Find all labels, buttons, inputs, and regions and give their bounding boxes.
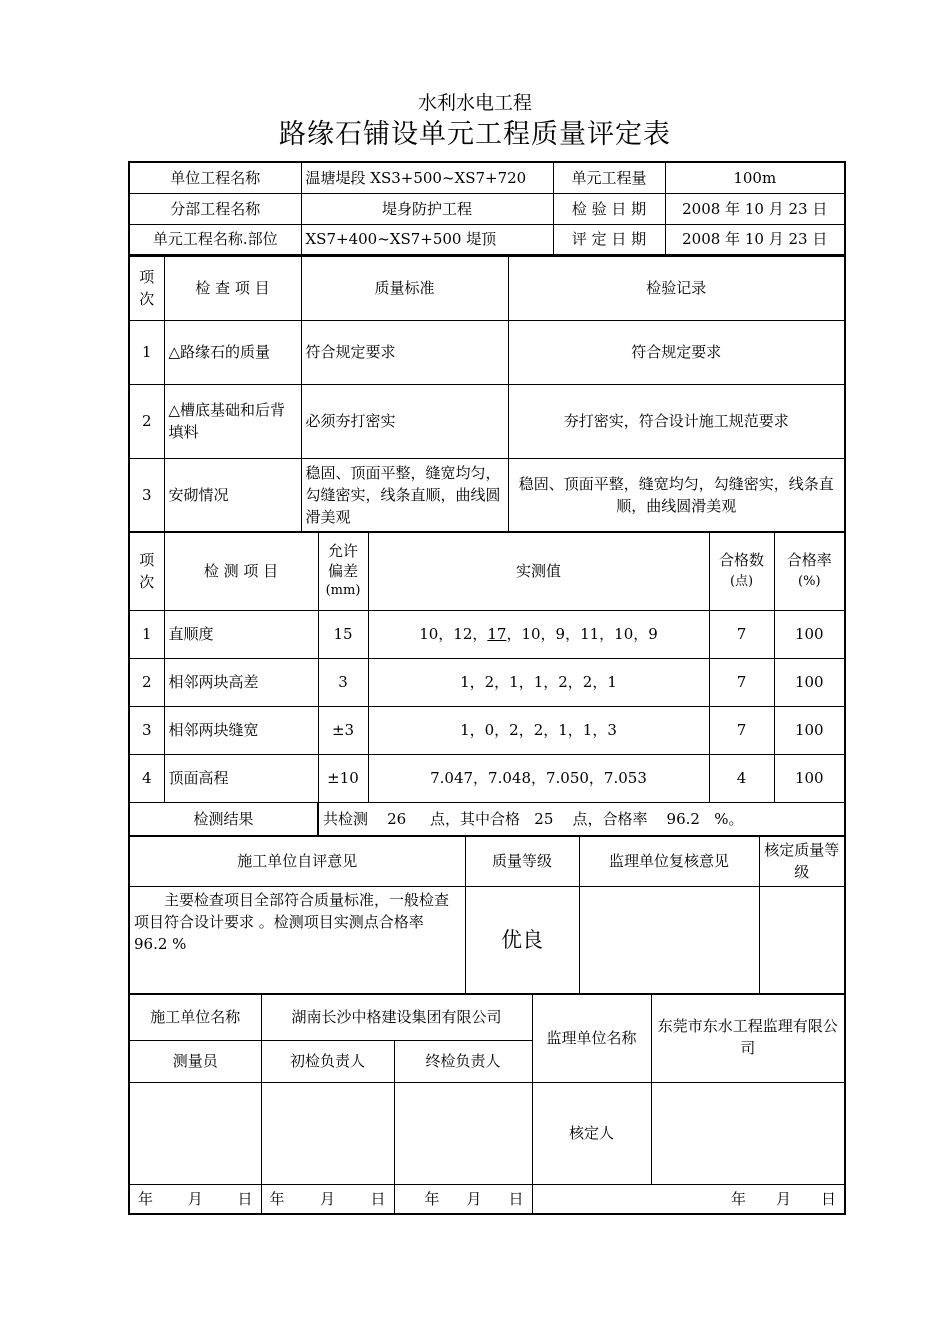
element-qty-label: 单元工程量 xyxy=(553,162,665,193)
check-row-record: 夯打密实，符合设计施工规范要求 xyxy=(508,384,845,458)
measure-header-tol-unit: (mm) xyxy=(325,583,361,599)
form-title: 路缘石铺设单元工程质量评定表 xyxy=(279,119,671,150)
approver-signature xyxy=(651,1082,845,1184)
result-label: 检测结果 xyxy=(129,802,318,836)
check-table xyxy=(128,255,846,533)
measure-row-count: 4 xyxy=(709,754,774,802)
measure-row-no: 4 xyxy=(129,754,164,802)
measure-header-pass-count: 合格数 xyxy=(719,551,765,570)
grade-value: 优良 xyxy=(465,886,579,994)
first-check-label: 初检负责人 xyxy=(261,1040,394,1082)
check-row-record: 符合规定要求 xyxy=(508,320,845,384)
final-check-date: 年 月 日 xyxy=(424,1189,524,1208)
first-check-date: 年 月 日 xyxy=(269,1189,386,1208)
measure-row-tol: 3 xyxy=(318,658,368,706)
measure-header-pass-rate-unit: (%) xyxy=(798,574,821,590)
check-header-standard: 质量标准 xyxy=(301,256,508,320)
self-eval-text: 主要检查项目全部符合质量标准，一般检查项目符合设计要求 。检测项目实测点合格率 96.2 % xyxy=(129,886,465,994)
measure-row-item: 直顺度 xyxy=(164,610,318,658)
check-header-no: 项次 xyxy=(129,256,164,320)
measure-row-count: 7 xyxy=(709,658,774,706)
surveyor-label: 测量员 xyxy=(129,1040,261,1082)
check-row-standard: 必须夯打密实 xyxy=(301,384,508,458)
org-title: 水利水电工程 xyxy=(417,92,532,114)
measure-row-values: 10，12，17，10，9，11，10，9 xyxy=(368,610,709,658)
measure-row-count: 7 xyxy=(709,706,774,754)
supervisor-value: 东莞市东水工程监理有限公司 xyxy=(651,994,845,1082)
measure-row-no: 3 xyxy=(129,706,164,754)
measure-row-rate: 100 xyxy=(774,658,845,706)
supervisor-label: 监理单位名称 xyxy=(532,994,651,1082)
measure-row-item: 相邻两块高差 xyxy=(164,658,318,706)
check-row-item: △路缘石的质量 xyxy=(164,320,301,384)
sub-project-value: 堤身防护工程 xyxy=(301,193,553,224)
check-header-record: 检验记录 xyxy=(508,256,845,320)
measure-row-no: 1 xyxy=(129,610,164,658)
measure-row-no: 2 xyxy=(129,658,164,706)
check-row-no: 2 xyxy=(129,384,164,458)
inspect-date-value: 2008 年 10 月 23 日 xyxy=(665,193,845,224)
check-row-standard: 稳固、顶面平整，缝宽均匀，勾缝密实，线条直顺，曲线圆滑美观 xyxy=(301,458,508,532)
measure-row-tol: 15 xyxy=(318,610,368,658)
measure-row-rate: 100 xyxy=(774,754,845,802)
measure-row-values: 1，2，1，1，2，2，1 xyxy=(368,658,709,706)
element-name-label: 单元工程名称.部位 xyxy=(129,224,301,255)
measure-table xyxy=(128,531,846,837)
final-check-signature xyxy=(394,1082,532,1184)
measure-row-values: 7.047，7.048，7.050，7.053 xyxy=(368,754,709,802)
info-table xyxy=(128,161,846,256)
measure-row-count: 7 xyxy=(709,610,774,658)
check-row-no: 1 xyxy=(129,320,164,384)
measure-row-tol: ±3 xyxy=(318,706,368,754)
measure-row-rate: 100 xyxy=(774,706,845,754)
check-row-item: 安砌情况 xyxy=(164,458,301,532)
measure-header-pass-rate: 合格率 xyxy=(786,551,832,570)
eval-date-value: 2008 年 10 月 23 日 xyxy=(665,224,845,255)
measure-header-pass-count-unit: (点) xyxy=(729,574,754,590)
contractor-label: 施工单位名称 xyxy=(129,994,261,1040)
opinion-table xyxy=(128,835,846,995)
measure-row-tol: ±10 xyxy=(318,754,368,802)
check-header-item: 检 查 项 目 xyxy=(164,256,301,320)
grade-header: 质量等级 xyxy=(465,836,579,886)
inspect-date-label: 检 验 日 期 xyxy=(553,193,665,224)
measure-header-values: 实测值 xyxy=(368,532,709,610)
measure-row-values: 1，0，2，2，1，1，3 xyxy=(368,706,709,754)
sub-project-label: 分部工程名称 xyxy=(129,193,301,224)
measure-header-item: 检 测 项 目 xyxy=(164,532,318,610)
final-check-label: 终检负责人 xyxy=(394,1040,532,1082)
signoff-table xyxy=(128,993,846,1215)
measure-row-item: 顶面高程 xyxy=(164,754,318,802)
verified-grade-header: 核定质量等级 xyxy=(759,836,845,886)
contractor-value: 湖南长沙中格建设集团有限公司 xyxy=(261,994,532,1040)
first-check-signature xyxy=(261,1082,394,1184)
surveyor-signature xyxy=(129,1082,261,1184)
element-qty-value: 100m xyxy=(665,162,845,193)
self-eval-header: 施工单位自评意见 xyxy=(129,836,465,886)
check-row-standard: 符合规定要求 xyxy=(301,320,508,384)
check-row-record: 稳固、顶面平整，缝宽均匀，勾缝密实，线条直顺，曲线圆滑美观 xyxy=(508,458,845,532)
check-row-no: 3 xyxy=(129,458,164,532)
unit-project-label: 单位工程名称 xyxy=(129,162,301,193)
review-value xyxy=(579,886,759,994)
element-name-value: XS7+400~XS7+500 堤顶 xyxy=(301,224,553,255)
review-header: 监理单位复核意见 xyxy=(579,836,759,886)
measure-header-no: 项次 xyxy=(129,532,164,610)
surveyor-date: 年 月 日 xyxy=(138,1189,253,1208)
measure-header-tol: 允许偏差 xyxy=(327,542,358,581)
measure-row-item: 相邻两块缝宽 xyxy=(164,706,318,754)
result-text: 共检测 26 点，其中合格 25 点，合格率 96.2 %。 xyxy=(318,802,845,836)
verified-grade-value xyxy=(759,886,845,994)
eval-date-label: 评 定 日 期 xyxy=(553,224,665,255)
approver-date: 年 月 日 xyxy=(731,1189,836,1208)
unit-project-value: 温塘堤段 XS3+500~XS7+720 xyxy=(301,162,553,193)
approver-label: 核定人 xyxy=(532,1082,651,1184)
measure-row-rate: 100 xyxy=(774,610,845,658)
check-row-item: △槽底基础和后背填料 xyxy=(164,384,301,458)
approver-date-spacer xyxy=(532,1184,651,1214)
